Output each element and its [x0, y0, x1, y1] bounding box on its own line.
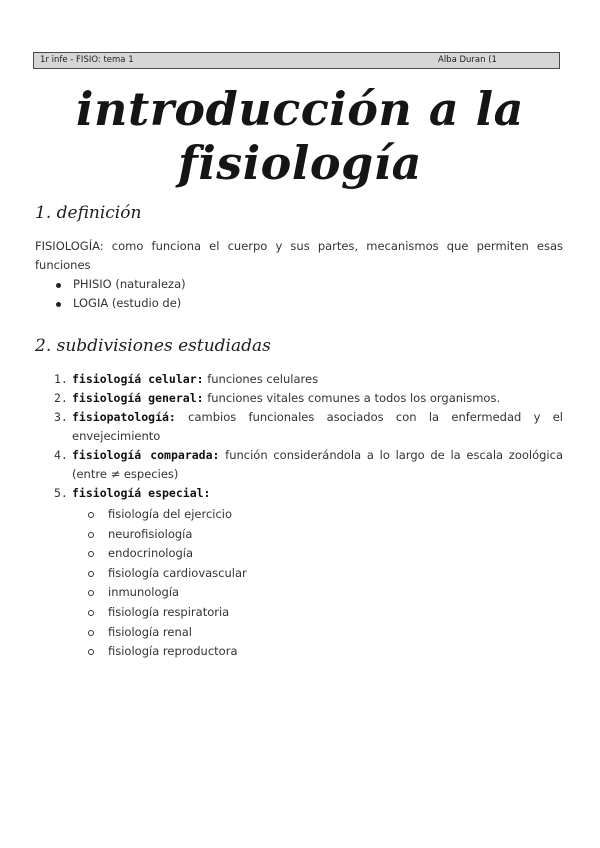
list-item: endocrinología	[88, 544, 563, 564]
list-item: 2. fisiologí́a general: funciones vitales comunes a todos los organismos.	[54, 391, 501, 405]
list-item: 5. fisiologí́a especial: fisiología del ejercicio neurofisiología endocrinología fisiología cardiovascular inmunología fisiología respiratoria fisiología renal fisiología reproductora	[52, 484, 563, 662]
list-term: fisiologí́a especial:	[72, 486, 211, 500]
section2-heading: 2. subdivisiones estudiadas	[35, 336, 271, 356]
circle-bullet-icon	[88, 610, 94, 616]
section1-bullet-list	[56, 275, 186, 313]
list-item: neurofisiología	[88, 525, 563, 545]
header-course: 1r infe - FISIO: tema 1	[40, 55, 134, 65]
list-item: fisiología respiratoria	[88, 603, 563, 623]
list-item: 1. fisiologí́a celular: funciones celulares	[54, 372, 319, 386]
section1-heading: 1. definición	[35, 203, 142, 223]
circle-bullet-icon	[88, 551, 94, 557]
bullet-icon	[56, 283, 61, 288]
list-text: funciones celulares	[203, 372, 319, 386]
list-text: función considerándola a lo largo de la escala zoológica (entre ≠ especies)	[72, 448, 563, 481]
header-author: Alba Duran (1	[438, 55, 497, 65]
list-item: LOGIA (estudio de)	[56, 294, 186, 313]
section1-paragraph: FISIOLOGÍA: como funciona el cuerpo y sus partes, mecanismos que permiten esas funciones	[35, 239, 563, 272]
circle-bullet-icon	[88, 571, 94, 577]
list-item: PHISIO (naturaleza)	[56, 275, 186, 294]
specialties-list	[88, 505, 563, 662]
subdivisions-list	[52, 370, 563, 662]
list-item: inmunología	[88, 583, 563, 603]
list-item: 3. fisiopatologí́a: cambios funcionales asociados con la enfermedad y el envejecimiento	[54, 410, 563, 443]
list-term: fisiopatologí́a:	[72, 410, 176, 424]
list-term: fisiologí́a comparada:	[72, 448, 220, 462]
list-text: cambios funcionales asociados con la enfermedad y el envejecimiento	[72, 410, 563, 443]
list-item: fisiología renal	[88, 623, 563, 643]
circle-bullet-icon	[88, 512, 94, 518]
list-text: funciones vitales comunes a todos los organismos.	[203, 391, 501, 405]
list-term: fisiologí́a celular:	[72, 372, 204, 386]
list-item: fisiología del ejercicio	[88, 505, 563, 525]
circle-bullet-icon	[88, 590, 94, 596]
circle-bullet-icon	[88, 649, 94, 655]
list-item: 4. fisiologí́a comparada: función considerándola a lo largo de la escala zoológica (entre ≠ especies)	[54, 448, 563, 481]
circle-bullet-icon	[88, 532, 94, 538]
list-item: fisiología reproductora	[88, 642, 563, 662]
circle-bullet-icon	[88, 630, 94, 636]
bullet-icon	[56, 302, 61, 307]
page-title: introducción a la fisiología	[76, 82, 524, 190]
list-term: fisiologí́a general:	[72, 391, 204, 405]
document-header	[33, 52, 560, 69]
list-item: fisiología cardiovascular	[88, 564, 563, 584]
